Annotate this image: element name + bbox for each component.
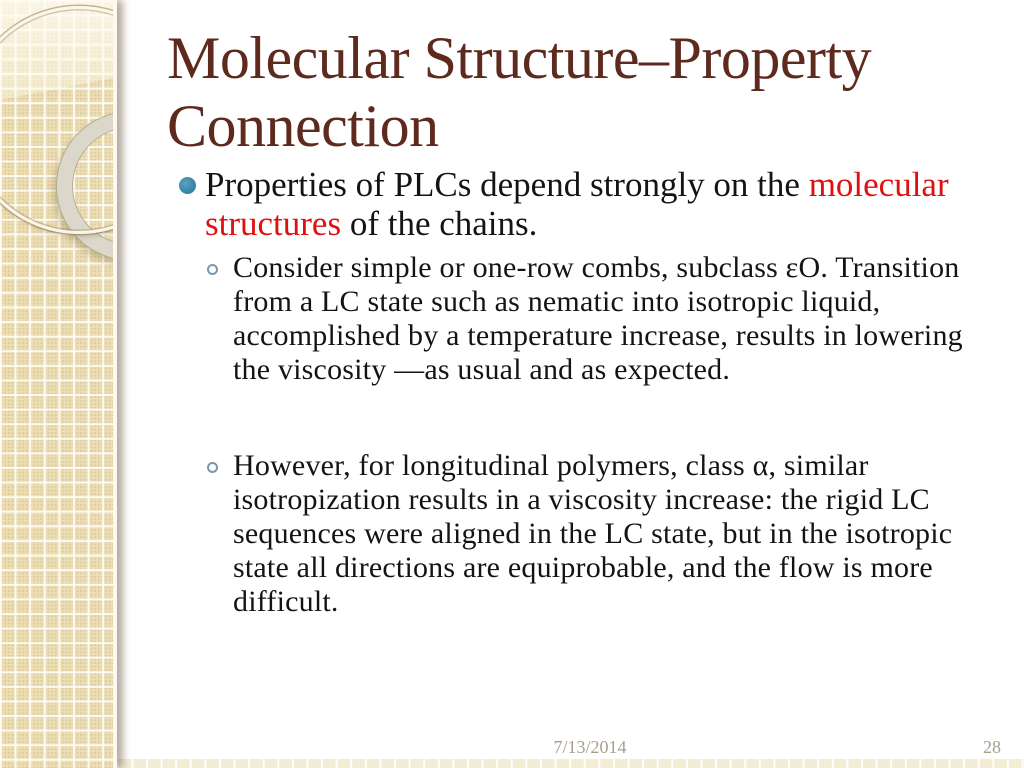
bullet1-text-post: of the chains. <box>341 203 538 243</box>
level2-bullet-icon <box>207 264 218 275</box>
slide-title: Molecular Structure–Property Connection <box>167 25 872 159</box>
footer-date: 7/13/2014 <box>553 737 627 757</box>
level2-bullet-icon <box>207 462 218 473</box>
sub-bullet-text: However, for longitudinal polymers, class α, similar isotropization results in a viscosity increase: the rigid LC sequences were aligned in the LC state, but in the isotropic state all directions are equiprobable, and the flow is more difficult. <box>233 449 953 618</box>
bullet-level2 <box>233 449 975 619</box>
footer-page-number: 28 <box>983 737 1001 757</box>
decorative-ring-thin-icon <box>0 6 117 234</box>
bullet1-text-highlight: molecular structures <box>205 165 949 243</box>
level1-bullet-icon <box>179 177 196 194</box>
bottom-border-strip <box>0 758 1024 768</box>
sidebar-decoration <box>0 0 117 768</box>
bullet-level1 <box>205 166 977 243</box>
bullet-level2 <box>233 251 975 387</box>
bullet1-text-pre: Properties of PLCs depend strongly on the <box>205 165 809 204</box>
sub-bullet-text: Consider simple or one-row combs, subclass εO. Transition from a LC state such as nematic into isotropic liquid, accomplished by a temperature increase, results in lowering the viscosity —as usual and as expected. <box>233 251 963 386</box>
